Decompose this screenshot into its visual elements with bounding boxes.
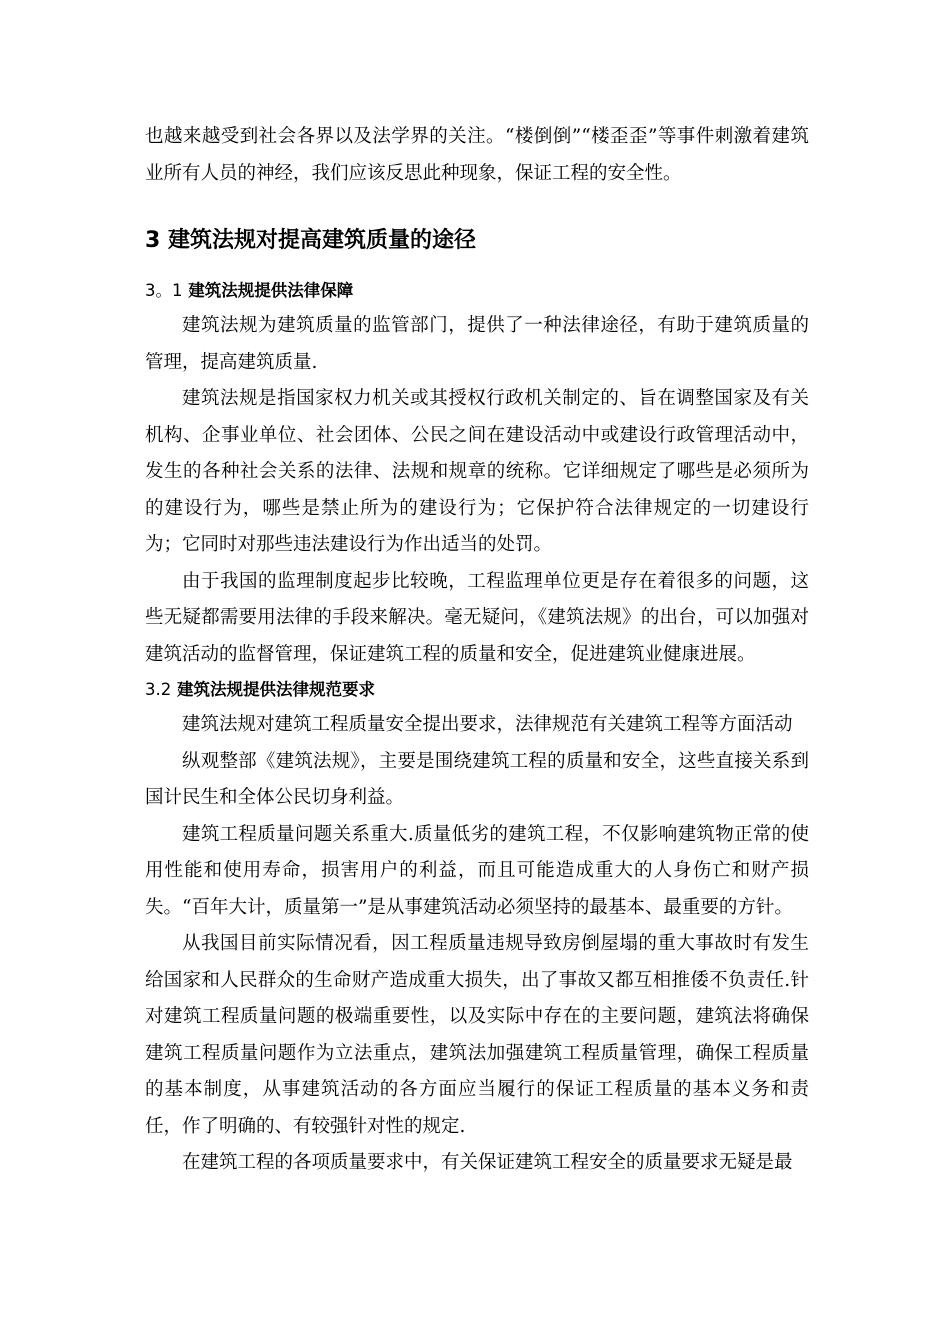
section-3-heading: 3 建筑法规对提高建筑质量的途径	[145, 228, 476, 253]
paragraph-safety-requirements: 在建筑工程的各项质量要求中，有关保证建筑工程安全的质量要求无疑是最	[182, 1152, 793, 1173]
subsection-3-1-heading	[145, 274, 809, 308]
subsection-3-1-title: 建筑法规提供法律保障	[188, 281, 354, 300]
paragraph-supervision: 由于我国的监理制度起步比较晚，工程监理单位更是存在着很多的问题，这些无疑都需要用法律的手段来解决。毫无疑问，《建筑法规》的出台，可以加强对建筑活动的监督管理，保证建筑工程的质量和安全，促进建筑业健康进展。	[145, 570, 809, 665]
subsection-3-2-number: 3.2	[145, 680, 172, 699]
subsection-3-1-number: 3。1	[145, 281, 183, 300]
paragraph-overview: 纵观整部《建筑法规》，主要是围绕建筑工程的质量和安全，这些直接关系到国计民生和全体公民切身利益。	[145, 750, 809, 808]
document-page	[145, 119, 809, 1182]
paragraph-quality-importance: 建筑工程质量问题关系重大.质量低劣的建筑工程，不仅影响建筑物正常的使用性能和使用寿命，损害用户的利益，而且可能造成重大的人身伤亡和财产损失。“百年大计，质量第一”是从事建筑活动必须坚持的最基本、最重要的方针。	[145, 823, 809, 918]
subsection-3-2-title: 建筑法规提供法律规范要求	[177, 680, 375, 699]
paragraph-intro-continued: 也越来越受到社会各界以及法学界的关注。“楼倒倒”“楼歪歪”等事件刺激着建筑业所有人员的神经，我们应该反思此种现象，保证工程的安全性。	[145, 126, 809, 184]
paragraph-requirements: 建筑法规对建筑工程质量安全提出要求，法律规范有关建筑工程等方面活动	[182, 714, 793, 735]
subsection-3-2-heading	[145, 673, 809, 707]
paragraph-current-situation: 从我国目前实际情况看，因工程质量违规导致房倒屋塌的重大事故时有发生给国家和人民群众的生命财产造成重大损失，出了事故又都互相推倭不负责任.针对建筑工程质量问题的极端重要性，以及实际中存在的主要问题，建筑法将确保建筑工程质量问题作为立法重点，建筑法加强建筑工程质量管理，确保工程质量的基本制度，从事建筑活动的各方面应当履行的保证工程质量的基本义务和责任，作了明确的、有较强针对性的规定.	[145, 933, 809, 1137]
paragraph-legal-path: 建筑法规为建筑质量的监管部门，提供了一种法律途径，有助于建筑质量的管理，提高建筑质量.	[145, 315, 809, 373]
paragraph-definition: 建筑法规是指国家权力机关或其授权行政机关制定的、旨在调整国家及有关机构、企事业单位、社会团体、公民之间在建设活动中或建设行政管理活动中，发生的各种社会关系的法律、法规和规章的统称。它详细规定了哪些是必须所为的建设行为，哪些是禁止所为的建设行为；它保护符合法律规定的一切建设行为；它同时对那些违法建设行为作出适当的处罚。	[145, 388, 809, 555]
